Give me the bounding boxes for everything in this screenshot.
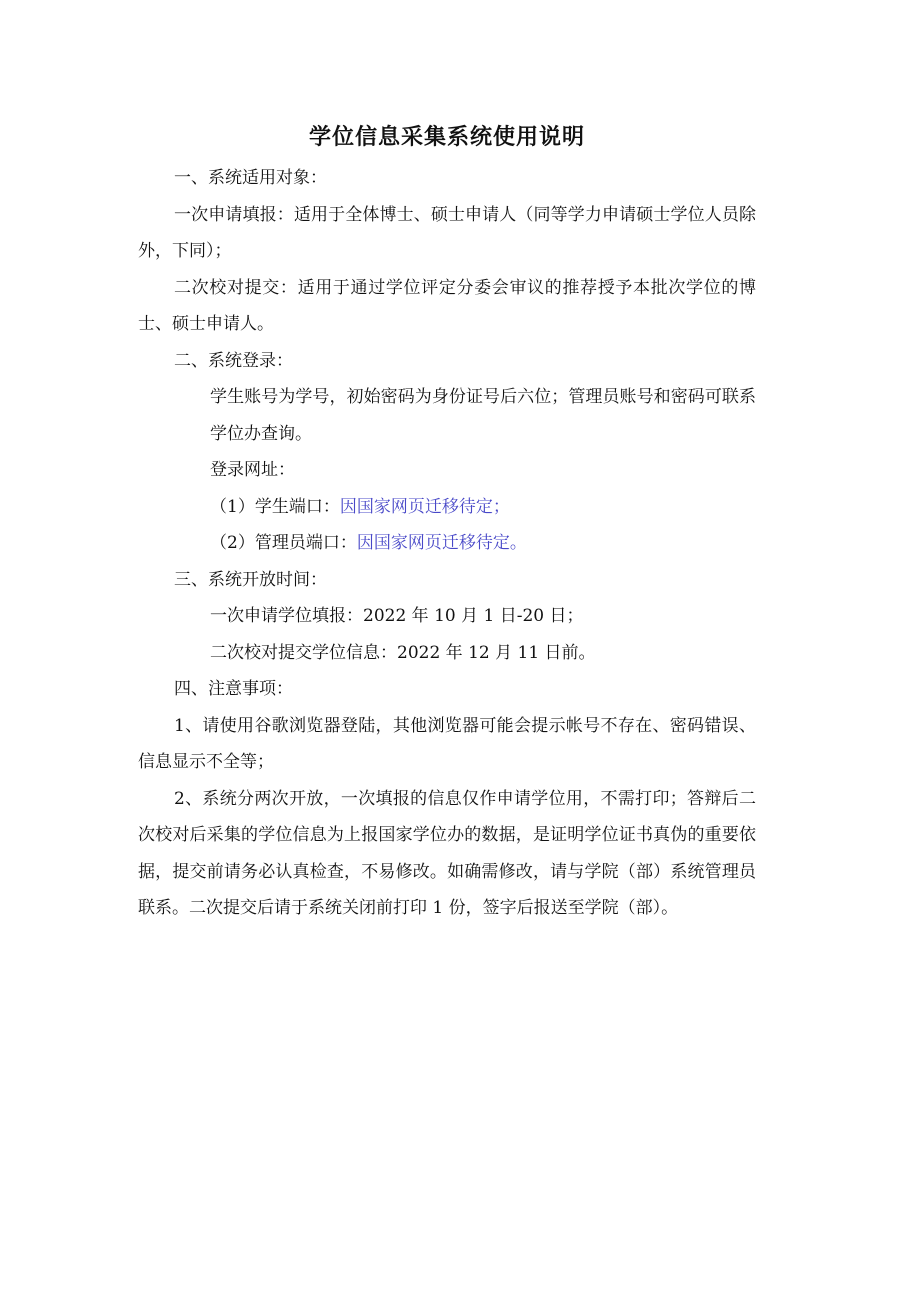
section-4-heading: 四、注意事项： <box>174 679 293 699</box>
section-1-paragraph-2: 二次校对提交：适用于通过学位评定分委会审议的推荐授予本批次学位的博士、硕士申请人。 <box>138 277 756 334</box>
section-3-paragraph-1: 一次申请学位填报：2022 年 10 月 1 日-20 日； <box>210 606 584 626</box>
admin-portal-line <box>138 525 756 562</box>
admin-portal-label: （2）管理员端口： <box>210 533 357 553</box>
section-3-paragraph-2: 二次校对提交学位信息：2022 年 12 月 11 日前。 <box>210 642 596 663</box>
student-portal-link[interactable]: 因国家网页迁移待定； <box>339 496 510 517</box>
admin-portal-link[interactable]: 因国家网页迁移待定。 <box>356 533 527 553</box>
section-1-paragraph-1: 一次申请填报：适用于全体博士、硕士申请人（同等学力申请硕士学位人员除外，下同）； <box>138 204 756 261</box>
document-title: 学位信息采集系统使用说明 <box>308 125 585 150</box>
section-1-heading: 一、系统适用对象： <box>174 168 327 188</box>
document-page <box>138 118 756 927</box>
section-3-heading: 三、系统开放时间： <box>174 569 327 590</box>
student-portal-label: （1）学生端口： <box>210 496 340 517</box>
section-4-paragraph-2: 2、系统分两次开放，一次填报的信息仅作申请学位用，不需打印；答辩后二次校对后采集的学位信息为上报国家学位办的数据，是证明学位证书真伪的重要依据，提交前请务必认真检查，不易修改。如确需修改，请与学院（部）系统管理员联系。二次提交后请于系统关闭前打印 1 份，签字后报送至学院（部）。 <box>138 788 756 918</box>
section-2-paragraph-1: 学生账号为学号，初始密码为身份证号后六位；管理员账号和密码可联系学位办查询。 <box>210 387 756 444</box>
student-portal-line <box>138 489 756 526</box>
section-4-paragraph-1: 1、请使用谷歌浏览器登陆，其他浏览器可能会提示帐号不存在、密码错误、信息显示不全等； <box>138 715 756 772</box>
section-2-heading: 二、系统登录： <box>174 350 293 371</box>
login-url-label: 登录网址： <box>210 460 295 480</box>
